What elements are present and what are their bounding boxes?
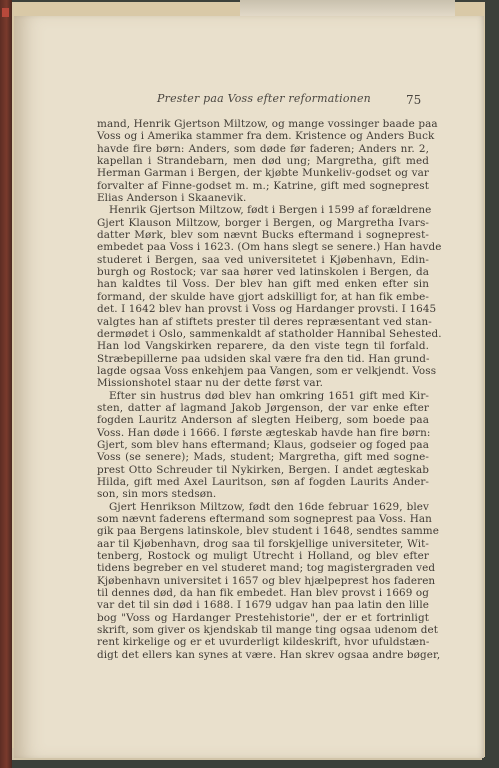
text-line: lagde ogsaa Voss enkehjem paa Vangen, som er velkjendt. Voss (97, 364, 437, 377)
text-line: valgtes han af stiftets prester til deres repræsentant ved stan- (97, 315, 432, 328)
running-head-title: Prester paa Voss efter reformationen (157, 92, 371, 105)
text-line: skrift, som giver os kjendskab til mange ting ogsaa udenom det (97, 624, 439, 637)
text-line: havde fire børn: Anders, som døde før faderen; Anders nr. 2, (97, 142, 429, 155)
text-line: bog "Voss og Hardanger Prestehistorie", der er et fortrinligt (97, 611, 429, 624)
text-line: Missionshotel staar nu der dette først var. (97, 377, 324, 390)
bookmark-ribbon (2, 8, 9, 17)
body-text (97, 118, 442, 661)
text-line: Gjert Henrikson Miltzow, født den 16de februar 1629, blev (109, 500, 429, 513)
paragraph (97, 204, 442, 390)
text-line: som nævnt faderens eftermand som sogneprest paa Voss. Han (97, 513, 432, 525)
text-line: var det til sin død i 1688. I 1679 udgav han paa latin den lille (97, 599, 429, 612)
text-line: son, sin mors stedsøn. (97, 488, 217, 501)
text-line: kapellan i Strandebarn, men død ung; Margretha, gift med (97, 155, 429, 168)
text-line: til dennes død, da han fik embedet. Han blev provst i 1669 og (97, 587, 429, 600)
text-line: Gjert Klauson Miltzow, borger i Bergen, og Margretha Ivars- (97, 216, 429, 229)
text-line: Herman Garman i Bergen, der kjøbte Munkeliv-godset og var (97, 167, 429, 180)
text-line: fogden Lauritz Anderson af slegten Heiberg, som boede paa (97, 414, 429, 427)
text-line: aar til Kjøbenhavn, drog saa til forskjellige universiteter, Wit- (97, 537, 429, 550)
text-line: Kjøbenhavn universitet i 1657 og blev hjælpeprest hos faderen (97, 574, 436, 587)
text-line: forvalter af Finne-godset m. m.; Katrine, gift med sogneprest (97, 179, 429, 192)
text-line: mand, Henrik Gjertson Miltzow, og mange vossinger baade paa (97, 118, 438, 130)
text-line: Elias Anderson i Skaanevik. (97, 192, 247, 205)
text-line: Henrik Gjertson Miltzow, født i Bergen i 1599 af forældrene (109, 204, 432, 217)
text-line: prest Otto Schreuder til Nykirken, Bergen. I andet ægteskab (97, 463, 429, 476)
text-line: tidens begreber en vel studeret mand; tog magistergraden ved (97, 562, 436, 575)
text-line: Stræbepillerne paa udsiden skal være fra den tid. Han grund- (97, 352, 430, 365)
text-line: Han lod Vangskirken reparere, da den viste tegn til forfald. (97, 340, 429, 353)
text-line: Voss og i Amerika stammer fra dem. Kristence og Anders Buck (97, 130, 435, 143)
book-spine (0, 0, 12, 768)
text-line: Hilda, gift med Axel Lauritson, søn af fogden Laurits Ander- (97, 475, 429, 488)
paragraph (97, 500, 441, 661)
text-line: Efter sin hustrus død blev han omkring 1651 gift med Kir- (109, 389, 429, 402)
text-line: tenberg, Rostock og muligt Utrecht i Holland, og blev efter (97, 550, 429, 563)
page-number: 75 (406, 93, 422, 107)
paragraph (97, 118, 438, 205)
text-line: formand, der skulde have gjort adskilligt for, at han fik embe- (97, 290, 429, 303)
paragraph (97, 390, 429, 501)
text-line: studeret i Bergen, saa ved universitetet i Kjøbenhavn, Edin- (97, 253, 429, 266)
text-line: rent kirkelige og er et uvurderligt kildeskrift, hvor ufuldstæn- (97, 636, 430, 649)
text-line: digt det ellers kan synes at være. Han skrev ogsaa andre bøger, (97, 648, 441, 661)
text-line: datter Mørk, blev som nævnt Bucks eftermand i sogneprest- (97, 229, 429, 242)
text-line: det. I 1642 blev han provst i Voss og Hardanger provsti. I 1645 (97, 303, 437, 316)
text-line: han kaldtes til Voss. Der blev han gift med enken efter sin (97, 278, 429, 291)
text-line: embedet paa Voss i 1623. (Om hans slegt se senere.) Han havde (97, 241, 442, 254)
text-line: sten, datter af lagmand Jakob Jørgenson, der var enke efter (97, 401, 429, 414)
text-line: dermødet i Oslo, sammenkaldt af statholder Hannibal Sehested. (97, 327, 442, 340)
text-line: gik paa Bergens latinskole, blev student i 1648, sendtes samme (97, 525, 439, 538)
text-line: burgh og Rostock; var saa hører ved latinskolen i Bergen, da (97, 266, 429, 279)
text-line: Voss. Han døde i 1666. I første ægteskab havde han fire børn: (97, 426, 431, 439)
text-line: Gjert, som blev hans eftermand; Klaus, godseier og foged paa (97, 438, 429, 451)
book-page (14, 16, 484, 758)
text-line: Voss (se senere); Mads, student; Margretha, gift med sogne- (97, 451, 429, 464)
